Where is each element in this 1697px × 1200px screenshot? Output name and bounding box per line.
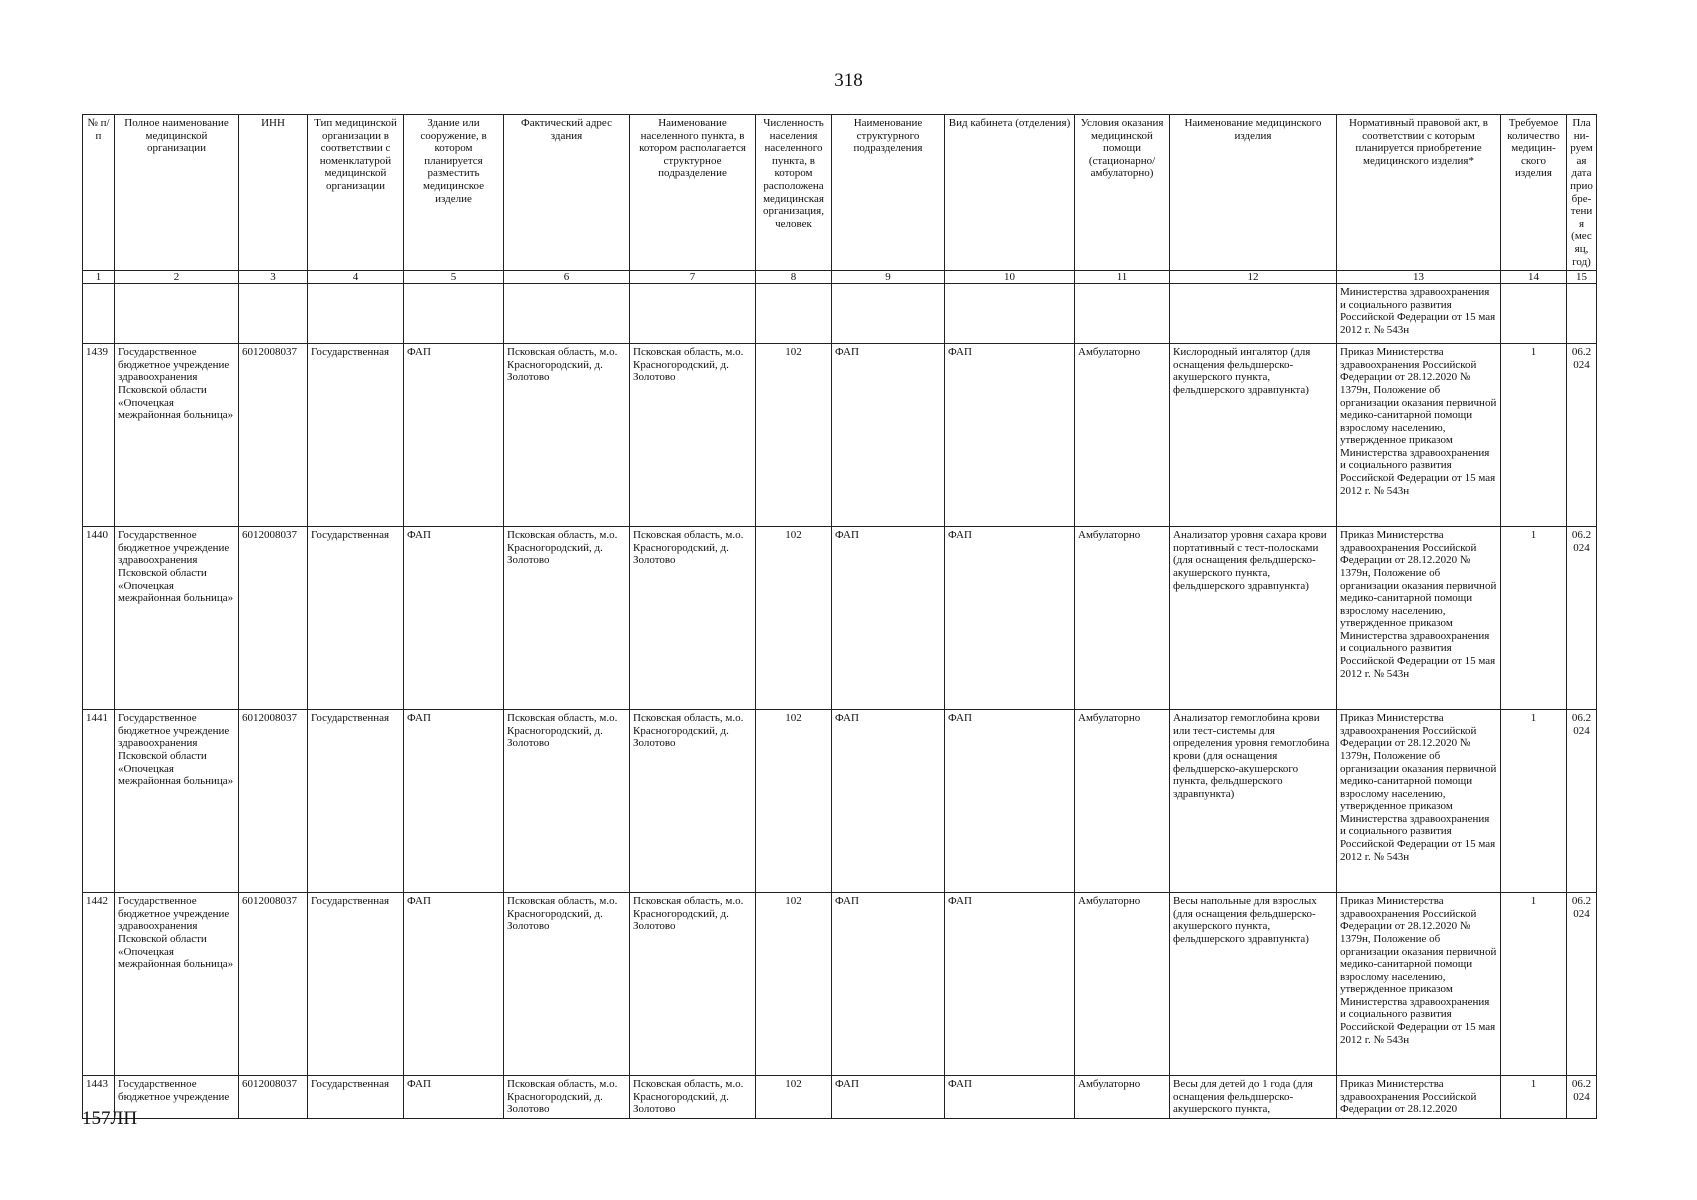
cell-org: Государственное бюджетное учреждение здравоохранения Псковской области «Опочецкая межрайонная больница» [115, 710, 239, 893]
cell-org: Государственное бюджетное учреждение здравоохранения Псковской области «Опочецкая межрайонная больница» [115, 344, 239, 527]
cell-qty: 1 [1501, 893, 1567, 1076]
col-header-device: Наименование медицинского изделия [1170, 115, 1337, 271]
cell-num: 1441 [83, 710, 115, 893]
cell-act: Приказ Министерства здравоохранения Российской Федерации от 28.12.2020 № 1379н, Положение об организации оказания первичной медико-санитарной помощи взрослому населению, утвержденное приказом Министерства здравоохранения и социального развития Российской Федерации от 15 мая 2012 г. № 543н [1337, 893, 1501, 1076]
cell-population: 102 [756, 710, 832, 893]
cell-cabinet: ФАП [945, 710, 1075, 893]
column-number-row [83, 271, 1597, 284]
cell-address: Псковская область, м.о. Красногородский, д. Золотово [504, 710, 630, 893]
cell-inn: 6012008037 [239, 710, 308, 893]
cell-conditions: Амбулаторно [1075, 527, 1170, 710]
column-number: 12 [1170, 271, 1337, 284]
col-header-act: Нормативный правовой акт, в соответствии с которым планируется приобретение медицинского изделия* [1337, 115, 1501, 271]
table-row [83, 893, 1597, 1076]
cell-conditions: Амбулаторно [1075, 710, 1170, 893]
cell-address: Псковская область, м.о. Красногородский, д. Золотово [504, 344, 630, 527]
cell-address: Псковская область, м.о. Красногородский, д. Золотово [504, 1076, 630, 1119]
cell-date: 06.2024 [1567, 527, 1597, 710]
cell-date: 06.2024 [1567, 893, 1597, 1076]
col-header-conditions: Условия оказания медицинской помощи (стационарно/ амбулаторно) [1075, 115, 1170, 271]
cell-cabinet: ФАП [945, 344, 1075, 527]
cell-population: 102 [756, 527, 832, 710]
page-number: 318 [834, 70, 863, 91]
col-header-type: Тип медицинской организации в соответствии с номенклатурой медицинской организации [308, 115, 404, 271]
cell-building: ФАП [404, 527, 504, 710]
cell-qty: 1 [1501, 710, 1567, 893]
footer-document-code: 157ЛП [82, 1108, 138, 1129]
column-number: 10 [945, 271, 1075, 284]
cell-unit: ФАП [832, 527, 945, 710]
cell-type: Государственная [308, 710, 404, 893]
col-header-settlement: Наименование населенного пункта, в котором располагается структурное подразделение [630, 115, 756, 271]
cell-inn: 6012008037 [239, 1076, 308, 1119]
cell-qty: 1 [1501, 527, 1567, 710]
cell-act: Приказ Министерства здравоохранения Российской Федерации от 28.12.2020 № 1379н, Положение об организации оказания первичной медико-санитарной помощи взрослому населению, утвержденное приказом Министерства здравоохранения и социального развития Российской Федерации от 15 мая 2012 г. № 543н [1337, 527, 1501, 710]
cell-org: Государственное бюджетное учреждение здравоохранения Псковской области «Опочецкая межрайонная больница» [115, 893, 239, 1076]
cell-unit: ФАП [832, 710, 945, 893]
cell-settlement: Псковская область, м.о. Красногородский, д. Золотово [630, 710, 756, 893]
cell-qty: 1 [1501, 1076, 1567, 1119]
header-row [83, 115, 1597, 271]
cell-address: Псковская область, м.о. Красногородский, д. Золотово [504, 527, 630, 710]
cell-inn: 6012008037 [239, 344, 308, 527]
cell-building: ФАП [404, 893, 504, 1076]
column-number: 6 [504, 271, 630, 284]
col-header-date: Плани-руемая дата приобре-тения (месяц, год) [1567, 115, 1597, 271]
column-number: 14 [1501, 271, 1567, 284]
cell-building: ФАП [404, 710, 504, 893]
col-header-cabinet: Вид кабинета (отделения) [945, 115, 1075, 271]
cell-act: Приказ Министерства здравоохранения Российской Федерации от 28.12.2020 № 1379н, Положение об организации оказания первичной медико-санитарной помощи взрослому населению, утвержденное приказом Министерства здравоохранения и социального развития Российской Федерации от 15 мая 2012 г. № 543н [1337, 344, 1501, 527]
column-number: 9 [832, 271, 945, 284]
table-row [83, 527, 1597, 710]
col-header-inn: ИНН [239, 115, 308, 271]
table-row [83, 1076, 1597, 1119]
column-number: 7 [630, 271, 756, 284]
column-number: 1 [83, 271, 115, 284]
column-number: 4 [308, 271, 404, 284]
col-header-address: Фактический адрес здания [504, 115, 630, 271]
cell-inn: 6012008037 [239, 527, 308, 710]
cell-building: ФАП [404, 1076, 504, 1119]
col-header-building: Здание или сооружение, в котором планируется разместить медицинское изделие [404, 115, 504, 271]
cell-act: Приказ Министерства здравоохранения Российской Федерации от 28.12.2020 № 1379н, Положение об организации оказания первичной медико-санитарной помощи взрослому населению, утвержденное приказом Министерства здравоохранения и социального развития Российской Федерации от 15 мая 2012 г. № 543н [1337, 710, 1501, 893]
continuation-act-text: Министерства здравоохранения и социального развития Российской Федерации от 15 мая 2012 г. № 543н [1337, 284, 1501, 344]
cell-date: 06.2024 [1567, 710, 1597, 893]
cell-device: Анализатор гемоглобина крови или тест-системы для определения уровня гемоглобина крови (для оснащения фельдшерско-акушерского пункта, фельдшерского здравпункта) [1170, 710, 1337, 893]
col-header-org: Полное наименование медицинской организации [115, 115, 239, 271]
cell-qty: 1 [1501, 344, 1567, 527]
cell-cabinet: ФАП [945, 527, 1075, 710]
column-number: 13 [1337, 271, 1501, 284]
column-number: 15 [1567, 271, 1597, 284]
cell-cabinet: ФАП [945, 893, 1075, 1076]
table-row [83, 710, 1597, 893]
cell-conditions: Амбулаторно [1075, 1076, 1170, 1119]
cell-inn: 6012008037 [239, 893, 308, 1076]
cell-num: 1443 [83, 1076, 115, 1119]
medical-devices-table [82, 114, 1597, 1119]
column-number: 8 [756, 271, 832, 284]
cell-settlement: Псковская область, м.о. Красногородский, д. Золотово [630, 344, 756, 527]
cell-device: Кислородный ингалятор (для оснащения фельдшерско-акушерского пункта, фельдшерского здравпункта) [1170, 344, 1337, 527]
cell-conditions: Амбулаторно [1075, 893, 1170, 1076]
column-number: 3 [239, 271, 308, 284]
col-header-unit: Наименование структурного подразделения [832, 115, 945, 271]
cell-type: Государственная [308, 1076, 404, 1119]
cell-device: Анализатор уровня сахара крови портативный с тест-полосками (для оснащения фельдшерско-акушерского пункта, фельдшерского здравпункта) [1170, 527, 1337, 710]
cell-date: 06.2024 [1567, 344, 1597, 527]
col-header-qty: Требуемое количество медицин-ского изделия [1501, 115, 1567, 271]
cell-population: 102 [756, 893, 832, 1076]
cell-org: Государственное бюджетное учреждение [115, 1076, 239, 1119]
cell-unit: ФАП [832, 344, 945, 527]
cell-type: Государственная [308, 893, 404, 1076]
cell-settlement: Псковская область, м.о. Красногородский, д. Золотово [630, 527, 756, 710]
cell-act: Приказ Министерства здравоохранения Российской Федерации от 28.12.2020 [1337, 1076, 1501, 1119]
column-number: 5 [404, 271, 504, 284]
cell-type: Государственная [308, 527, 404, 710]
cell-address: Псковская область, м.о. Красногородский, д. Золотово [504, 893, 630, 1076]
col-header-population: Численность населения населенного пункта, в котором расположена медицинская организация, человек [756, 115, 832, 271]
col-header-num: № п/п [83, 115, 115, 271]
cell-population: 102 [756, 344, 832, 527]
cell-num: 1439 [83, 344, 115, 527]
cell-settlement: Псковская область, м.о. Красногородский, д. Золотово [630, 1076, 756, 1119]
column-number: 2 [115, 271, 239, 284]
cell-type: Государственная [308, 344, 404, 527]
cell-num: 1442 [83, 893, 115, 1076]
cell-org: Государственное бюджетное учреждение здравоохранения Псковской области «Опочецкая межрайонная больница» [115, 527, 239, 710]
cell-population: 102 [756, 1076, 832, 1119]
cell-conditions: Амбулаторно [1075, 344, 1170, 527]
cell-settlement: Псковская область, м.о. Красногородский, д. Золотово [630, 893, 756, 1076]
cell-building: ФАП [404, 344, 504, 527]
cell-cabinet: ФАП [945, 1076, 1075, 1119]
cell-unit: ФАП [832, 893, 945, 1076]
cell-date: 06.2024 [1567, 1076, 1597, 1119]
continuation-row [83, 284, 1597, 344]
cell-unit: ФАП [832, 1076, 945, 1119]
column-number: 11 [1075, 271, 1170, 284]
table-row [83, 344, 1597, 527]
cell-device: Весы для детей до 1 года (для оснащения фельдшерско-акушерского пункта, [1170, 1076, 1337, 1119]
cell-num: 1440 [83, 527, 115, 710]
cell-device: Весы напольные для взрослых (для оснащения фельдшерско-акушерского пункта, фельдшерского здравпункта) [1170, 893, 1337, 1076]
